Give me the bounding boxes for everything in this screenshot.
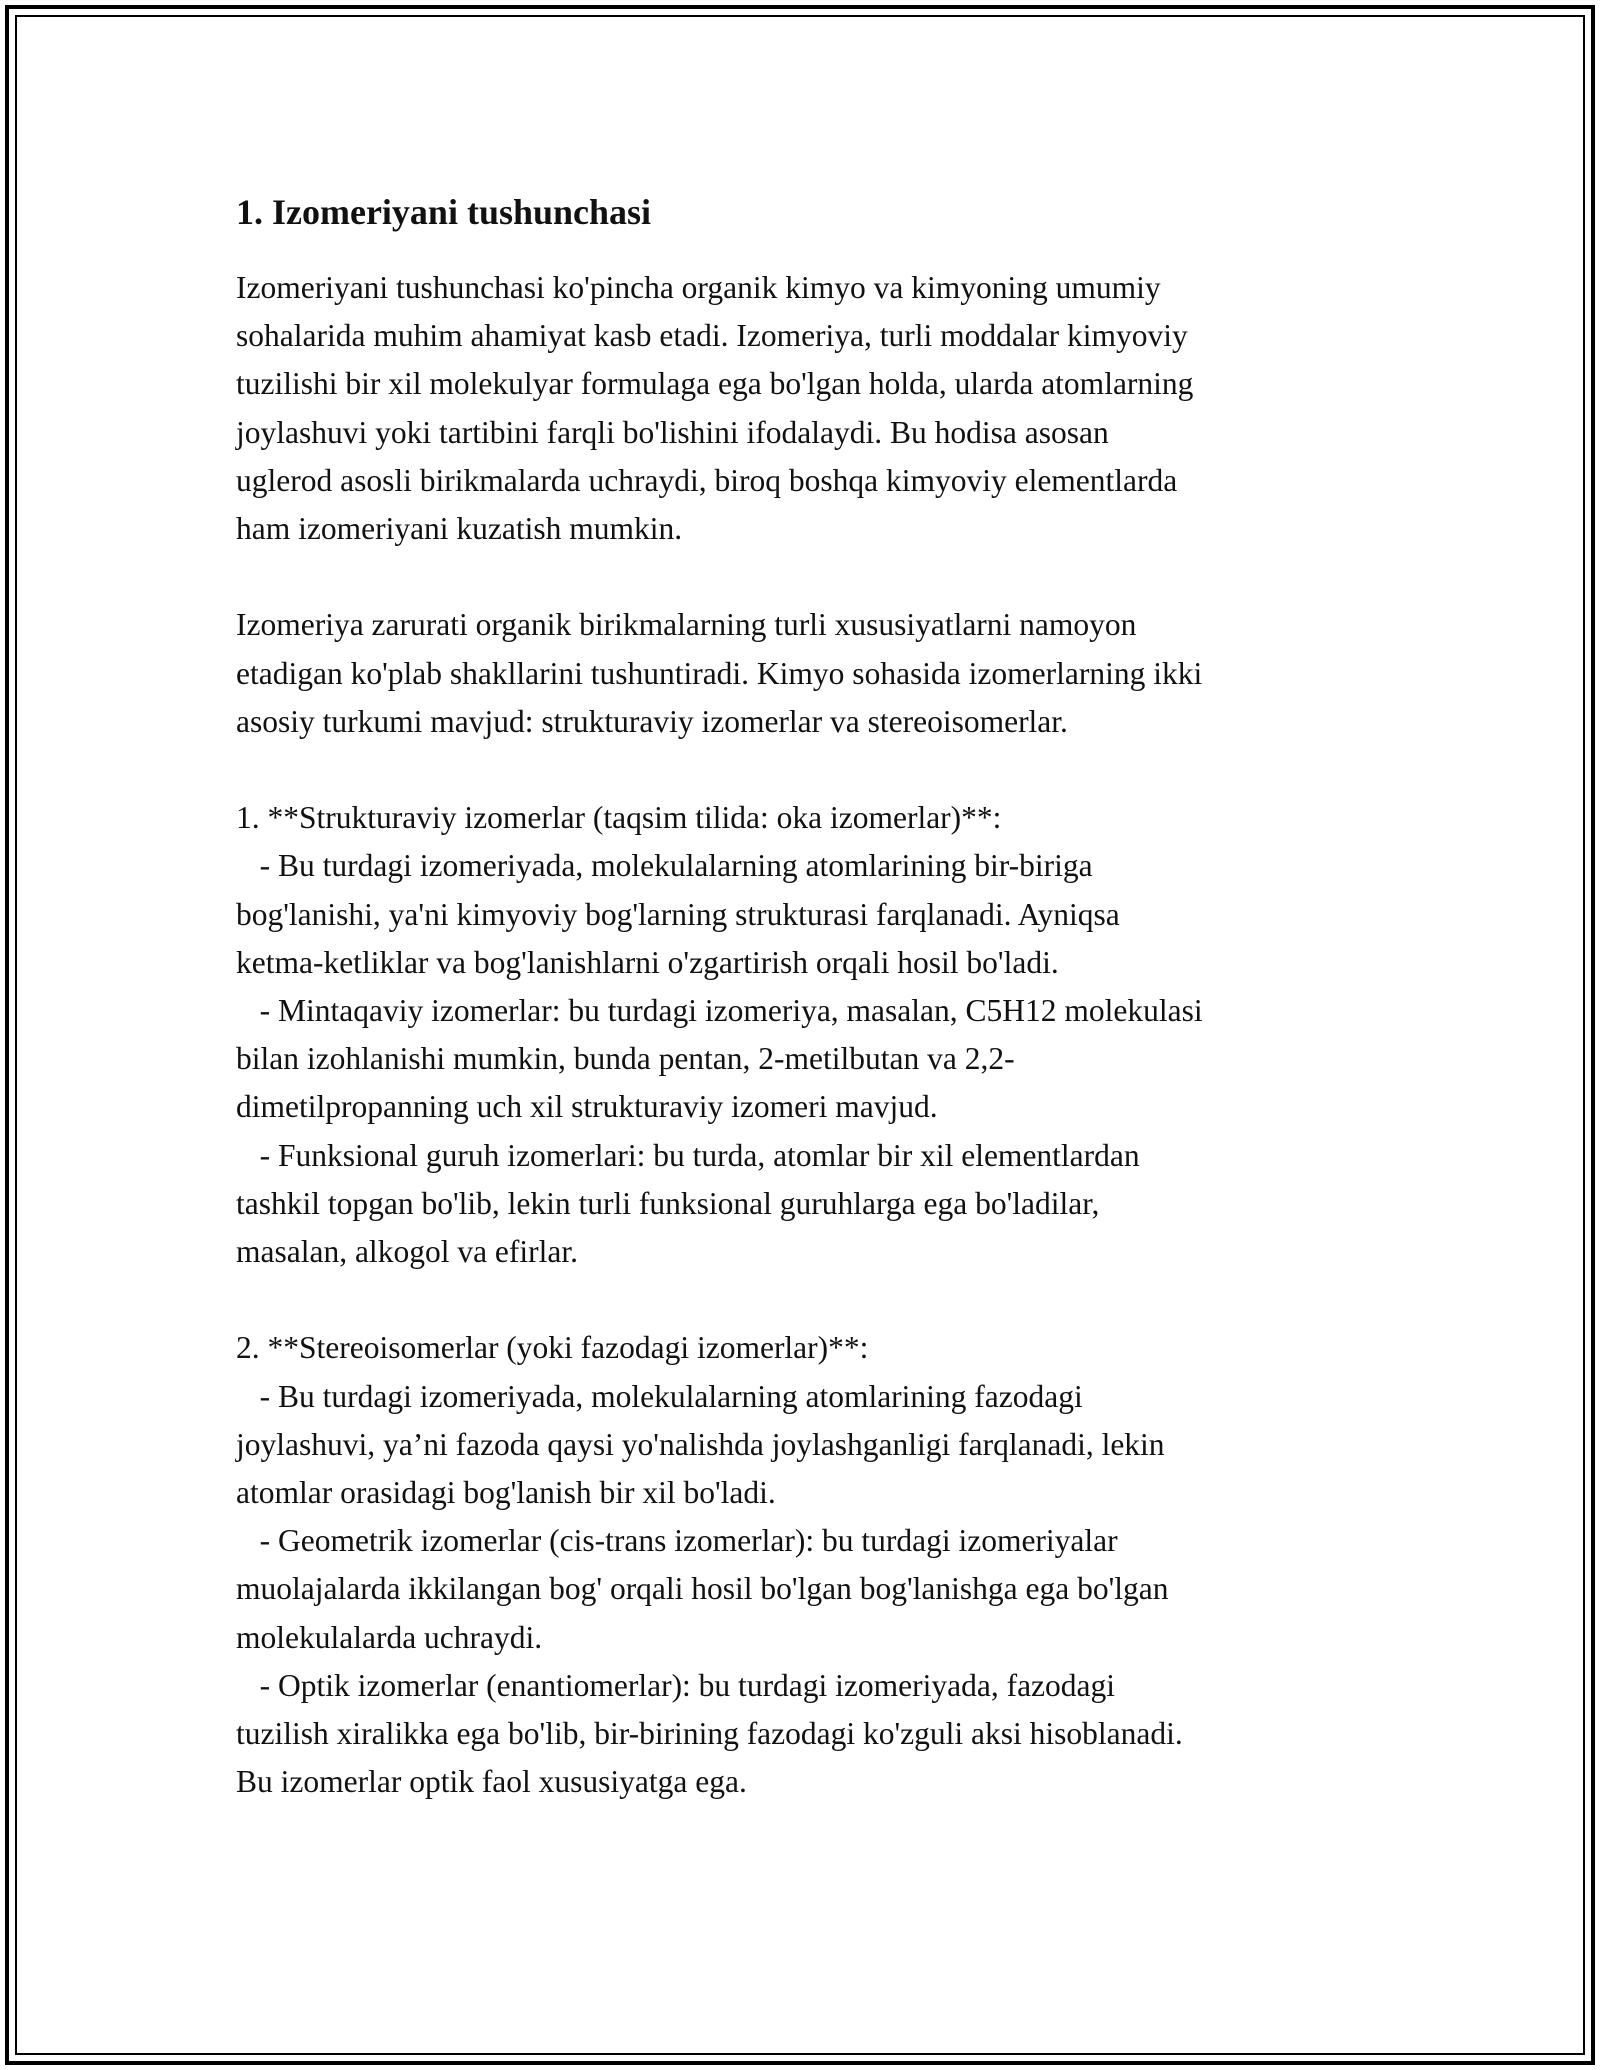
paragraph-necessity bbox=[236, 601, 1386, 746]
text-line: bilan izohlanishi mumkin, bunda pentan, 2-metilbutan va 2,2- bbox=[236, 1041, 1015, 1077]
text-line: atomlar orasidagi bog'lanish bir xil bo'ladi. bbox=[236, 1475, 776, 1511]
list-heading-structural: 1. **Strukturaviy izomerlar (taqsim tilida: oka izomerlar)**: bbox=[236, 800, 1002, 836]
text-line: tuzilishi bir xil molekulyar formulaga ega bo'lgan holda, ularda atomlarning bbox=[236, 366, 1194, 402]
text-line: ham izomeriyani kuzatish mumkin. bbox=[236, 511, 683, 547]
list-item-line: - Bu turdagi izomeriyada, molekulalarning atomlarining fazodagi bbox=[236, 1378, 1083, 1414]
text-line: Bu izomerlar optik faol xususiyatga ega. bbox=[236, 1764, 747, 1800]
list-item-line: - Funksional guruh izomerlari: bu turda, atomlar bir xil elementlardan bbox=[236, 1137, 1140, 1173]
text-line: molekulalarda uchraydi. bbox=[236, 1619, 543, 1655]
list-heading-stereo: 2. **Stereoisomerlar (yoki fazodagi izomerlar)**: bbox=[236, 1330, 869, 1366]
text-line: Izomeriyani tushunchasi ko'pincha organik kimyo va kimyoning umumiy bbox=[236, 270, 1161, 305]
text-line: joylashuvi, ya’ni fazoda qaysi yo'nalishda joylashganligi farqlanadi, lekin bbox=[236, 1426, 1165, 1462]
text-line: etadigan ko'plab shakllarini tushuntiradi. Kimyo sohasida izomerlarning ikki bbox=[236, 655, 1203, 691]
text-line: masalan, alkogol va efirlar. bbox=[236, 1234, 578, 1270]
text-line: asosiy turkumi mavjud: strukturaviy izomerlar va stereoisomerlar. bbox=[236, 703, 1068, 739]
text-line: muolajalarda ikkilangan bog' orqali hosil bo'lgan bog'lanishga ega bo'lgan bbox=[236, 1571, 1169, 1607]
text-line: uglerod asosli birikmalarda uchraydi, biroq boshqa kimyoviy elementlarda bbox=[236, 462, 1178, 498]
paragraph-intro bbox=[236, 264, 1386, 553]
list-item-line: - Optik izomerlar (enantiomerlar): bu turdagi izomeriyada, fazodagi bbox=[236, 1667, 1116, 1703]
paragraph-stereoisomers bbox=[236, 1324, 1386, 1806]
text-line: joylashuvi yoki tartibini farqli bo'lishini ifodalaydi. Bu hodisa asosan bbox=[236, 414, 1109, 450]
text-line: bog'lanishi, ya'ni kimyoviy bog'larning strukturasi farqlanadi. Ayniqsa bbox=[236, 896, 1120, 932]
text-line: ketma-ketliklar va bog'lanishlarni o'zgartirish orqali hosil bo'ladi. bbox=[236, 944, 1059, 980]
document-body bbox=[236, 188, 1386, 1855]
paragraph-structural-isomers bbox=[236, 794, 1386, 1276]
text-line: Izomeriya zarurati organik birikmalarning turli xususiyatlarni namoyon bbox=[236, 607, 1137, 643]
text-line: tashkil topgan bo'lib, lekin turli funksional guruhlarga ega bo'ladilar, bbox=[236, 1185, 1100, 1221]
list-item-line: - Mintaqaviy izomerlar: bu turdagi izomeriya, masalan, C5H12 molekulasi bbox=[236, 993, 1203, 1029]
text-line: dimetilpropanning uch xil strukturaviy izomeri mavjud. bbox=[236, 1089, 938, 1125]
list-item-line: - Geometrik izomerlar (cis-trans izomerlar): bu turdagi izomeriyalar bbox=[236, 1523, 1118, 1559]
list-item-line: - Bu turdagi izomeriyada, molekulalarning atomlarining bir-biriga bbox=[236, 848, 1093, 884]
text-line: tuzilish xiralikka ega bo'lib, bir-birining fazodagi ko'zguli aksi hisoblanadi. bbox=[236, 1716, 1183, 1752]
section-heading: 1. Izomeriyani tushunchasi bbox=[236, 192, 652, 232]
text-line: sohalarida muhim ahamiyat kasb etadi. Izomeriya, turli moddalar kimyoviy bbox=[236, 318, 1188, 354]
